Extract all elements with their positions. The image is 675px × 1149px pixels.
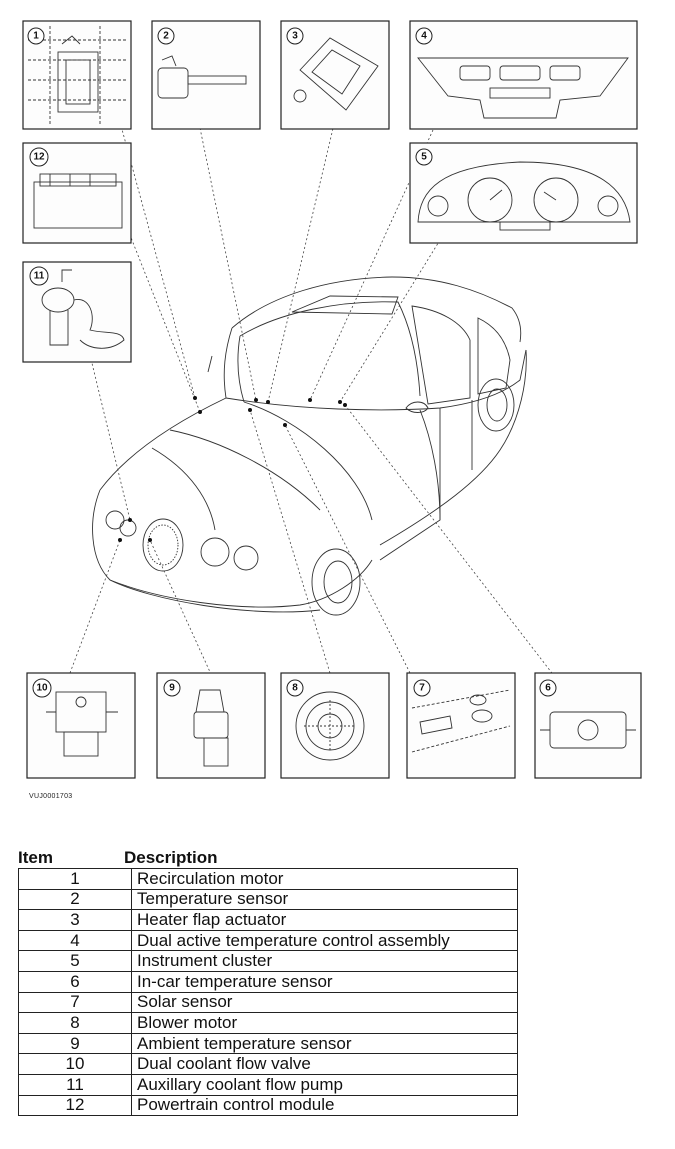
callout-11 [30, 267, 48, 285]
item-number: 8 [19, 1013, 132, 1034]
callout-4 [416, 28, 432, 44]
table-row [19, 1054, 518, 1075]
callout-5 [416, 149, 432, 165]
callout-8 [287, 680, 303, 696]
svg-text:12: 12 [33, 151, 45, 163]
item-column-header: Item [18, 848, 53, 867]
svg-text:3: 3 [292, 30, 298, 42]
item-description: Blower motor [132, 1013, 518, 1034]
table-row [19, 1013, 518, 1034]
item-description: Recirculation motor [132, 869, 518, 890]
table-row [19, 869, 518, 890]
item-number: 7 [19, 992, 132, 1013]
item-description: Auxillary coolant flow pump [132, 1074, 518, 1095]
callout-6 [540, 680, 556, 696]
svg-text:2: 2 [163, 30, 169, 42]
item-number: 2 [19, 889, 132, 910]
callout-3 [287, 28, 303, 44]
table-row [19, 910, 518, 931]
table-row [19, 1074, 518, 1095]
callout-1 [28, 28, 44, 44]
svg-text:4: 4 [421, 30, 427, 42]
svg-text:5: 5 [421, 151, 427, 163]
svg-text:10: 10 [36, 682, 48, 694]
svg-text:8: 8 [292, 682, 298, 694]
item-description: Solar sensor [132, 992, 518, 1013]
table-row [19, 1033, 518, 1054]
item-number: 12 [19, 1095, 132, 1116]
table-row [19, 889, 518, 910]
item-number: 5 [19, 951, 132, 972]
item-number: 3 [19, 910, 132, 931]
callout-2 [158, 28, 174, 44]
table-row [19, 951, 518, 972]
svg-text:6: 6 [545, 682, 551, 694]
table-row [19, 971, 518, 992]
callout-9 [164, 680, 180, 696]
table-header [18, 848, 518, 868]
item-number: 4 [19, 930, 132, 951]
item-description: Instrument cluster [132, 951, 518, 972]
svg-text:1: 1 [33, 30, 39, 42]
car-illustration [93, 277, 527, 615]
svg-text:7: 7 [419, 682, 425, 694]
item-number: 1 [19, 869, 132, 890]
panel-5-instrument-cluster [410, 143, 637, 243]
table-row [19, 1095, 518, 1116]
table-row [19, 992, 518, 1013]
connection-dots [118, 396, 347, 542]
svg-text:11: 11 [33, 270, 45, 282]
item-description: In-car temperature sensor [132, 971, 518, 992]
panel-4-control-assembly [410, 21, 637, 129]
item-description: Heater flap actuator [132, 910, 518, 931]
table-row [19, 930, 518, 951]
item-description: Dual coolant flow valve [132, 1054, 518, 1075]
item-description: Powertrain control module [132, 1095, 518, 1116]
svg-text:9: 9 [169, 682, 175, 694]
figure-reference-code: VUJ0001703 [29, 793, 73, 800]
item-description: Dual active temperature control assembly [132, 930, 518, 951]
item-description: Ambient temperature sensor [132, 1033, 518, 1054]
callout-7 [414, 680, 430, 696]
item-number: 6 [19, 971, 132, 992]
callout-12 [30, 148, 48, 166]
callout-10 [33, 679, 51, 697]
item-number: 10 [19, 1054, 132, 1075]
item-number: 11 [19, 1074, 132, 1095]
description-column-header: Description [124, 848, 218, 867]
parts-table [18, 868, 518, 1116]
item-number: 9 [19, 1033, 132, 1054]
item-description: Temperature sensor [132, 889, 518, 910]
